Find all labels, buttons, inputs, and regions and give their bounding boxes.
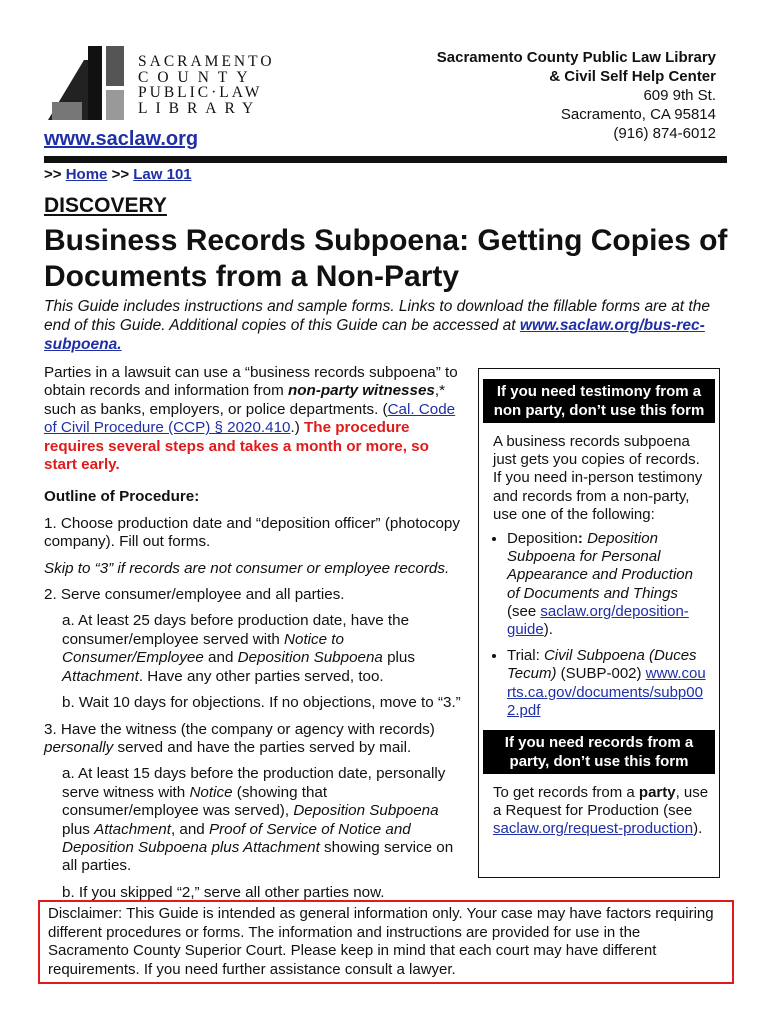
item-text: ).: [543, 621, 553, 639]
address-street: 609 9th St.: [643, 87, 716, 104]
site-link[interactable]: www.saclaw.org: [44, 128, 199, 150]
overview-paragraph: [44, 364, 462, 474]
item-text: :: [577, 530, 583, 548]
step-1: 1. Choose production date and “deposition officer” (photocopy company). Fill out forms.: [44, 514, 460, 551]
address-center: & Civil Self Help Center: [549, 68, 716, 85]
sidebar-body-testimony: [479, 433, 719, 720]
party-emphasis: party: [638, 784, 676, 802]
warning-text: The procedure requires several steps and takes a month or more, so start early.: [44, 419, 429, 474]
page-title: Business Records Subpoena: Getting Copies of Documents from a Non-Party: [44, 224, 728, 293]
step-text: served and have the parties served by mail.: [117, 738, 412, 756]
step-text: , and: [170, 820, 205, 838]
address-city: Sacramento, CA 95814: [560, 106, 716, 123]
step-text: a. At least 15 days before the production date, personally serve witness with: [62, 765, 446, 801]
sidebar-body-party: [479, 784, 719, 839]
sidebar-heading-testimony: If you need testimony from a non party, don’t use this form: [483, 379, 715, 423]
form-name: Deposition Subpoena: [237, 649, 383, 667]
step-3: [44, 721, 462, 758]
form-name: Attachment: [94, 820, 171, 838]
breadcrumb-separator: >>: [111, 166, 130, 183]
sidebar-text: [493, 784, 709, 839]
intro-text: This Guide includes instructions and sample forms. Links to download the fillable forms are at the end of this Guide. Additional copies of this Guide can be accessed at: [44, 298, 710, 334]
address-phone: (916) 874-6012: [613, 125, 716, 142]
form-name: Civil Subpoena (Duces Tecum): [507, 647, 697, 683]
sidebar-heading-party: If you need records from a party, don’t use this form: [483, 730, 715, 774]
logo-line: LIBRARY: [138, 99, 262, 117]
library-logo-wordmark: [138, 54, 275, 116]
list-item: [507, 530, 709, 639]
step-2a: [62, 612, 462, 686]
list-item: [507, 647, 709, 720]
item-text: Deposition: [507, 530, 578, 548]
step-3a: [62, 765, 462, 875]
form-name: Deposition Subpoena for Personal Appearance and Production of Documents and Things: [507, 530, 693, 602]
step-text: plus: [387, 649, 415, 667]
breadcrumb-law101-link[interactable]: Law 101: [133, 166, 192, 183]
step-text: plus: [62, 820, 90, 838]
step-text: a. At least 25 days before production date, have the consumer/employee served with: [62, 612, 410, 648]
step-text: (showing that consumer/employee was served),: [62, 783, 328, 820]
outline-heading: Outline of Procedure:: [44, 488, 200, 506]
step-2: 2. Serve consumer/employee and all parties.: [44, 586, 345, 604]
step-text: showing service on all parties.: [62, 838, 454, 875]
address-name: Sacramento County Public Law Library: [436, 49, 716, 66]
item-text: (SUBP-002): [560, 665, 642, 683]
guide-link[interactable]: www.saclaw.org/bus-rec-subpoena.: [44, 317, 705, 353]
breadcrumb-home-link[interactable]: Home: [65, 166, 108, 183]
library-logo-mark-icon: [44, 42, 128, 126]
deposition-guide-link[interactable]: saclaw.org/deposition-guide: [507, 602, 689, 639]
form-name: Proof of Service of Notice and Deposition Subpoena plus Attachment: [62, 820, 411, 856]
disclaimer-box: Disclaimer: This Guide is intended as general information only. Your case may have factors requiring different procedures or forms. The information and instructions are provided for use in the Sacramento County Superior Court. Please keep in mind that each court may have different requirements. If you need further assistance consult a lawyer.: [38, 900, 734, 984]
request-production-link[interactable]: saclaw.org/request-production: [493, 820, 694, 838]
subp002-link[interactable]: www.courts.ca.gov/documents/subp002.pdf: [507, 665, 706, 719]
step-text: 3. Have the witness (the company or agency with records): [44, 720, 435, 738]
breadcrumb-separator: >>: [44, 166, 62, 183]
item-text: ).: [693, 820, 703, 838]
item-text: (see: [507, 602, 537, 620]
step-3b: b. If you skipped “2,” serve all other parties now.: [62, 883, 385, 901]
item-text: , use a Request for Production (see: [493, 784, 709, 820]
header-rule: [44, 156, 727, 163]
library-logo: [44, 42, 275, 126]
step-text: and: [208, 649, 234, 667]
emphasis: personally: [44, 738, 114, 756]
form-name: Notice to Consumer/Employee: [62, 630, 344, 667]
item-text: To get records from a: [493, 784, 635, 802]
skip-note: Skip to “3” if records are not consumer or employee records.: [44, 559, 450, 577]
ccp-link[interactable]: Cal. Code of Civil Procedure (CCP) § 2020.410: [44, 400, 456, 437]
item-text: Trial:: [507, 647, 540, 665]
form-name: Deposition Subpoena: [293, 802, 439, 820]
logo-line: SACRAMENTO: [138, 53, 275, 70]
overview-text: ,* such as banks, employers, or police departments. (: [44, 382, 445, 418]
non-party-emphasis: non-party witnesses: [287, 382, 435, 400]
sidebar-text: A business records subpoena just gets you copies of records. If you need in-person testimony and records from a non-party, use one of the following:: [493, 433, 703, 523]
breadcrumb: [44, 166, 192, 183]
step-text: . Have any other parties served, too.: [138, 667, 384, 685]
step-2b: b. Wait 10 days for objections. If no objections, move to “3.”: [62, 694, 461, 712]
main-column: [44, 364, 462, 910]
logo-line: COUNTY: [138, 68, 257, 86]
form-name: Attachment: [62, 667, 139, 685]
intro-paragraph: [44, 297, 734, 354]
overview-text: .): [290, 419, 300, 437]
sidebar-list: [493, 530, 709, 720]
form-name: Notice: [189, 783, 233, 801]
library-address: [437, 48, 716, 143]
overview-text: Parties in a lawsuit can use a “business records subpoena” to obtain records and information from: [44, 364, 458, 400]
sidebar-box: [478, 368, 720, 878]
section-heading: DISCOVERY: [44, 194, 167, 217]
logo-line: PUBLIC·LAW: [138, 84, 263, 101]
